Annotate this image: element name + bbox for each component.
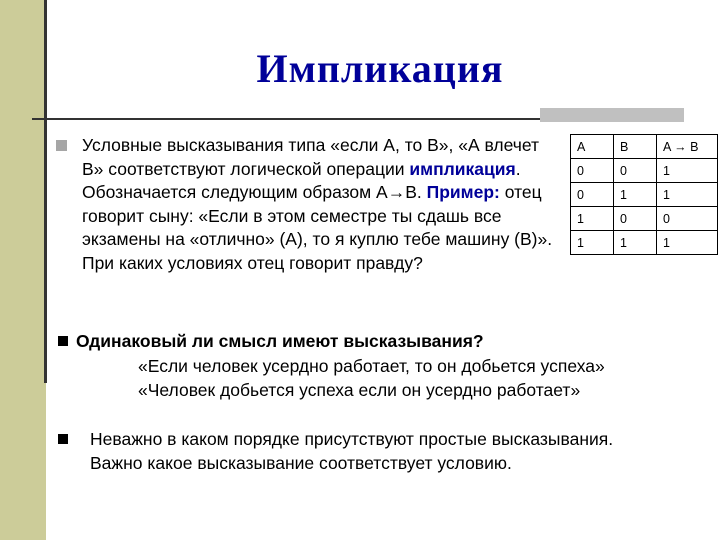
term-implication: импликация [409,158,516,179]
bullet-square-black-icon [58,434,68,444]
header-cell-b: B [614,135,657,159]
note-line-2: Важно какое высказывание соответствует условию. [90,452,512,473]
paragraph-text [82,134,556,275]
side-band-divider [44,0,47,383]
truth-table-row [571,159,718,183]
note-line-1: Неважно в каком порядке присутствуют простые высказывания. [90,429,614,449]
example-label: Пример: [426,182,500,202]
slide-title: Импликация [256,46,504,91]
table-cell: 0 [614,159,657,183]
truth-table-row [571,183,718,207]
table-cell: 1 [614,183,657,207]
quote-2: «Человек добьется успеха если он усердно работает» [138,380,581,400]
text-part-3: В. [405,182,427,202]
note-bullet [58,428,698,475]
bullet-square-gray-icon [56,140,67,151]
table-cell: 1 [657,231,718,255]
table-cell: 1 [614,231,657,255]
text-part-4: отец говорит сыну: «Если в этом семестре ты сдашь все экзамены на «отлично» (А), то я куплю тебе машину (В)». При каких условиях отец говорит правду? [82,182,553,273]
question-text: Одинаковый ли смысл имеют высказывания? [76,331,484,351]
side-band [0,0,46,540]
table-cell: 0 [614,207,657,231]
bullet-paragraph-1 [56,134,556,275]
corner-accent-box [540,108,684,122]
header-cell-implication: A → B [657,135,718,159]
truth-table-row [571,207,718,231]
table-cell: 1 [657,159,718,183]
text-part-2: . Обозначается следующим образом А [82,158,521,202]
table-cell: 0 [571,183,614,207]
arrow-symbol: → [387,182,406,202]
quote-1: «Если человек усердно работает, то он добьется успеха» [138,356,605,376]
truth-table-header-row [571,135,718,159]
table-cell: 1 [571,231,614,255]
header-cell-a: A [571,135,614,159]
table-cell: 0 [657,207,718,231]
table-cell: 1 [571,207,614,231]
question-bullet [58,330,698,354]
table-cell: 1 [657,183,718,207]
text-part-1: Условные высказывания типа «если А, то В», «А влечет В» соответствуют логической операции [82,135,540,179]
truth-table-row [571,231,718,255]
truth-table [570,134,718,255]
table-cell: 0 [571,159,614,183]
bullet-square-black-icon [58,336,68,346]
